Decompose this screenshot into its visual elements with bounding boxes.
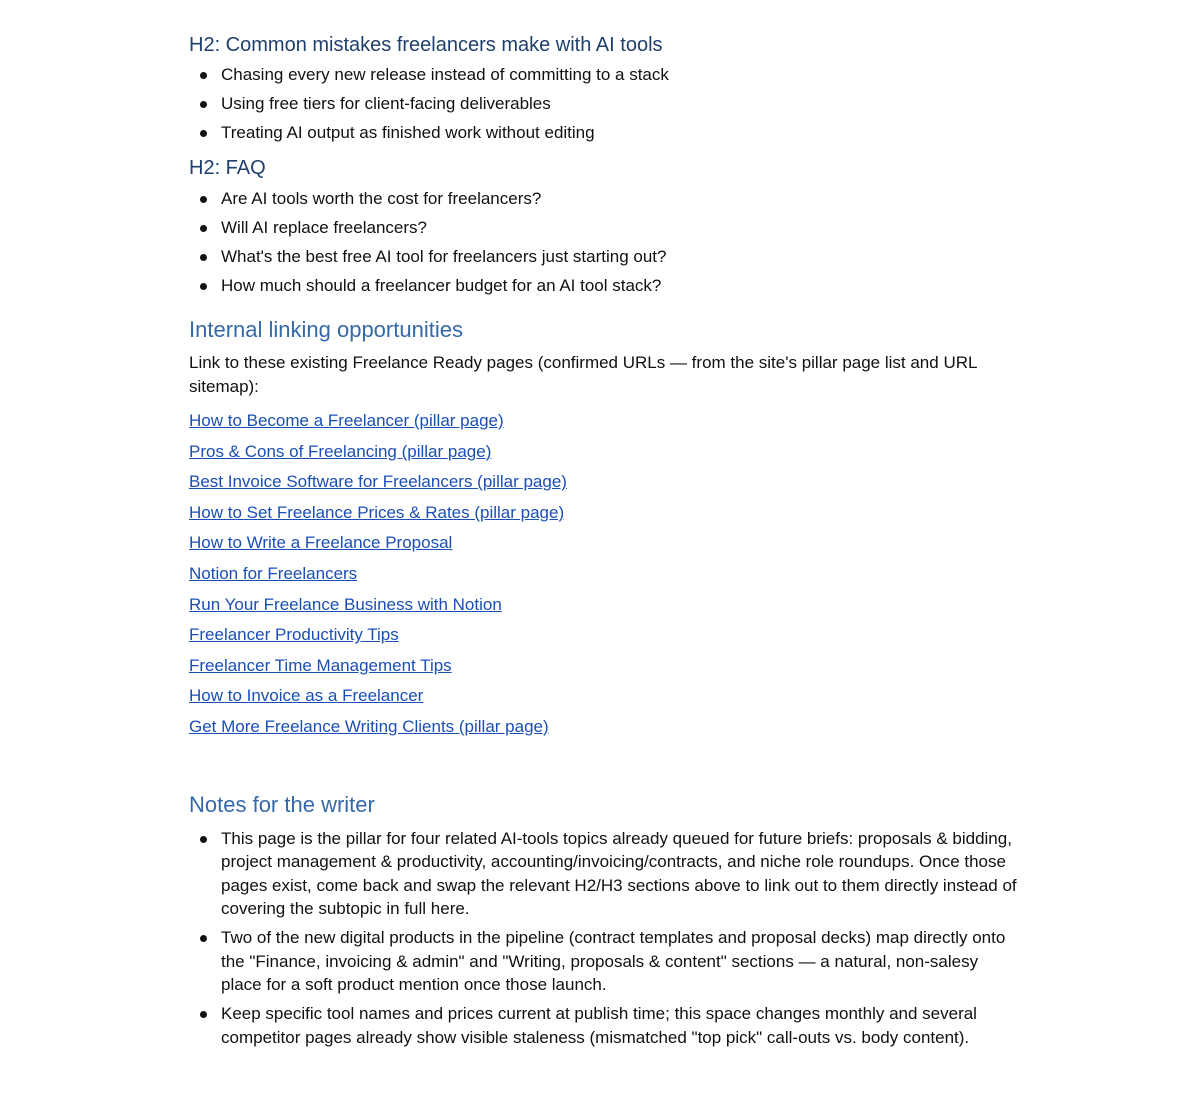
faq-heading: H2: FAQ [189,156,266,179]
internal-linking-intro: Link to these existing Freelance Ready pages (confirmed URLs — from the site's pillar page list and URL sitemap): [189,353,977,396]
list-item-text: This page is the pillar for four related AI-tools topics already queued for future briefs: proposals & bidding, project management & productivity, accounting/invoicing/contracts, and niche role roundups. Once those pages exist, come back and swap the relevant H2/H3 sections above to link out to them directly instead of covering the subtopic in full here. [221,828,1017,919]
bullet-icon [200,254,207,261]
internal-link[interactable]: Notion for Freelancers [189,563,358,583]
bullet-icon [200,283,207,290]
internal-link[interactable]: Get More Freelance Writing Clients (pillar page) [189,716,549,736]
bullet-icon [200,101,207,108]
list-item [189,926,1019,997]
internal-link[interactable]: Best Invoice Software for Freelancers (pillar page) [189,472,567,492]
internal-link[interactable]: Run Your Freelance Business with Notion [189,594,502,614]
internal-link[interactable]: Freelancer Time Management Tips [189,655,452,675]
internal-link[interactable]: How to Become a Freelancer (pillar page) [189,411,504,430]
internal-linking-heading: Internal linking opportunities [189,317,463,342]
internal-link[interactable]: Pros & Cons of Freelancing (pillar page) [189,441,492,461]
list-item [189,827,1019,921]
list-item [189,187,1019,211]
bullet-icon [200,1011,207,1018]
list-item-text: Keep specific tool names and prices current at publish time; this space changes monthly and several competitor pages already show visible staleness (mismatched "top pick" call-outs vs. body content). [221,1004,977,1047]
faq-list [189,187,1019,298]
list-item [189,121,1019,145]
list-item [189,1002,1019,1049]
internal-links-list [189,409,1019,738]
list-item [189,216,1019,240]
internal-link[interactable]: Freelancer Productivity Tips [189,625,399,645]
bullet-icon [200,836,207,843]
list-item [189,92,1019,116]
bullet-icon [200,130,207,137]
list-item [189,245,1019,269]
bullet-icon [200,72,207,79]
list-item-text: Will AI replace freelancers? [221,217,427,237]
list-item-text: Chasing every new release instead of committing to a stack [221,65,669,84]
internal-link[interactable]: How to Set Freelance Prices & Rates (pillar page) [189,502,565,522]
mistakes-list [189,63,1019,145]
mistakes-heading: H2: Common mistakes freelancers make with AI tools [189,34,663,56]
internal-link[interactable]: How to Write a Freelance Proposal [189,533,453,553]
list-item-text: Treating AI output as finished work without editing [221,123,595,142]
bullet-icon [200,935,207,942]
list-item-text: Two of the new digital products in the pipeline (contract templates and proposal decks) map directly onto the "Finance, invoicing & admin" and "Writing, proposals & content" sections — a natural, non-salesy place for a soft product mention once those launch. [221,928,1006,995]
list-item [189,63,1019,87]
list-item [189,274,1019,298]
list-item-text: Using free tiers for client-facing deliverables [221,94,551,113]
list-item-text: How much should a freelancer budget for an AI tool stack? [221,275,662,295]
list-item-text: Are AI tools worth the cost for freelancers? [221,188,542,208]
bullet-icon [200,196,207,203]
list-item-text: What's the best free AI tool for freelancers just starting out? [221,246,667,266]
document-page [189,0,1019,1055]
notes-heading: Notes for the writer [189,791,375,817]
bullet-icon [200,225,207,232]
internal-link[interactable]: How to Invoice as a Freelancer [189,686,424,706]
notes-list [189,827,1019,1050]
